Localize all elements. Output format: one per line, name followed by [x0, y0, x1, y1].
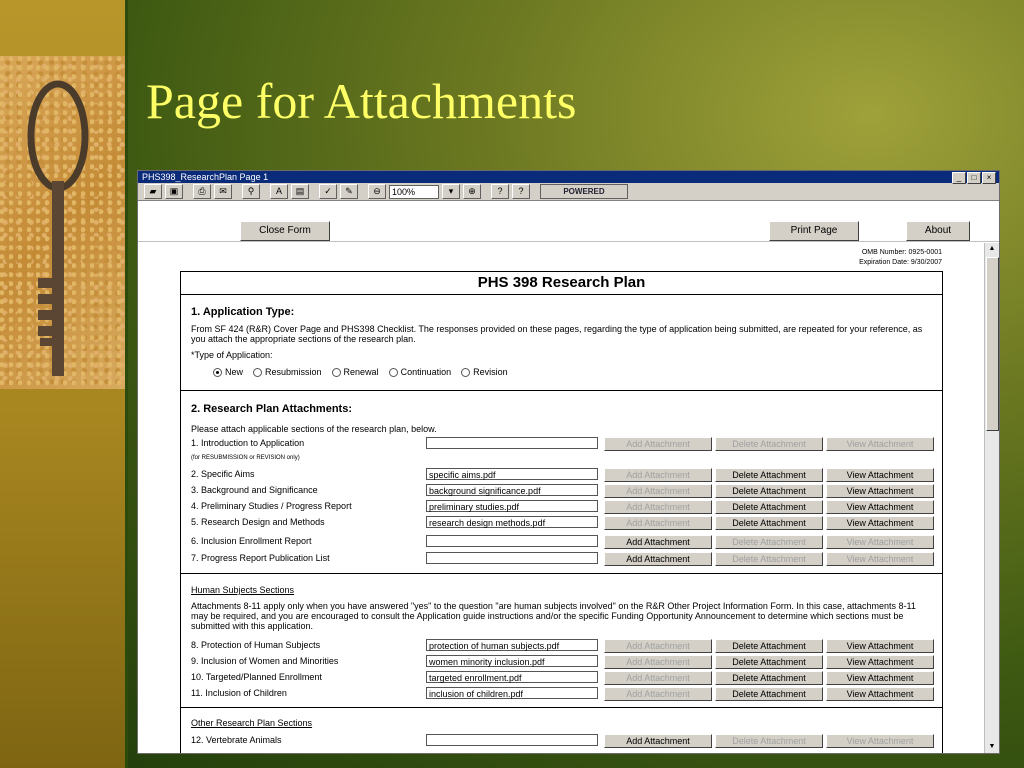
delete-attachment-button[interactable]: Delete Attachment: [715, 655, 823, 669]
attachment-row: [181, 639, 942, 653]
delete-attachment-button[interactable]: Delete Attachment: [715, 516, 823, 530]
attachment-file-field[interactable]: background significance.pdf: [426, 484, 598, 496]
select-icon[interactable]: ▤: [291, 184, 309, 199]
attachment-label: 5. Research Design and Methods: [191, 517, 325, 527]
whats-this-icon[interactable]: ?: [491, 184, 509, 199]
minimize-button[interactable]: _: [952, 172, 966, 184]
attachment-file-field[interactable]: preliminary studies.pdf: [426, 500, 598, 512]
attachment-label: 11. Inclusion of Children: [191, 688, 287, 698]
radio-empty-icon: [461, 368, 470, 377]
radio-selected-icon: [213, 368, 222, 377]
attachment-label: 9. Inclusion of Women and Minorities: [191, 656, 339, 666]
attachment-file-field[interactable]: specific aims.pdf: [426, 468, 598, 480]
expiration-date: Expiration Date: 9/30/2007: [859, 259, 942, 266]
delete-attachment-button[interactable]: Delete Attachment: [715, 437, 823, 451]
radio-empty-icon: [253, 368, 262, 377]
omb-number: OMB Number: 0925-0001: [861, 249, 942, 256]
attachment-row: [181, 516, 942, 530]
zoom-dropdown-icon[interactable]: ▾: [442, 184, 460, 199]
attachment-row: [181, 468, 942, 482]
attachment-label: 4. Preliminary Studies / Progress Report: [191, 501, 352, 511]
slide-left-bar: [0, 0, 128, 768]
attachment-file-field[interactable]: women minority inclusion.pdf: [426, 655, 598, 667]
view-attachment-button[interactable]: View Attachment: [826, 437, 934, 451]
viewer-toolbar: [138, 183, 999, 201]
window-titlebar: [138, 171, 999, 183]
attachments-intro: Please attach applicable sections of the research plan, below.: [191, 424, 437, 434]
key-photo: [0, 56, 128, 389]
human-subjects-description: Attachments 8-11 apply only when you have answered "yes" to the question "are human subjects involved" on the R&R Other Project Information Form. In this case, attachments 8-11 may be required, and you are encouraged to consult the Application guide instructions and/or the specific Funding Opportunity Announcement to determine which sections must be submitted with this application.: [191, 601, 916, 631]
view-attachment-button[interactable]: View Attachment: [826, 734, 934, 748]
view-attachment-button[interactable]: View Attachment: [826, 484, 934, 498]
radio-continuation[interactable]: Continuation: [389, 367, 452, 377]
add-attachment-button[interactable]: Add Attachment: [604, 437, 712, 451]
section-divider: [181, 707, 942, 708]
research-plan-form: [180, 271, 943, 754]
delete-attachment-button[interactable]: Delete Attachment: [715, 639, 823, 653]
view-attachment-button[interactable]: View Attachment: [826, 639, 934, 653]
sign-icon[interactable]: ✎: [340, 184, 358, 199]
attachment-file-field[interactable]: [426, 552, 598, 564]
help-icon[interactable]: ?: [512, 184, 530, 199]
document-area: [138, 243, 982, 753]
attachment-row: [181, 687, 942, 701]
add-attachment-button[interactable]: Add Attachment: [604, 500, 712, 514]
section-divider: [181, 573, 942, 574]
scrollbar-thumb[interactable]: [986, 257, 999, 431]
attachment-label: 12. Vertebrate Animals: [191, 735, 282, 745]
attachment-file-field[interactable]: protection of human subjects.pdf: [426, 639, 598, 651]
zoom-select[interactable]: 100%: [389, 185, 439, 199]
section-divider: [181, 390, 942, 391]
attachment-row: [181, 500, 942, 514]
human-subjects-heading: Human Subjects Sections: [191, 585, 295, 595]
add-attachment-button[interactable]: Add Attachment: [604, 687, 712, 701]
find-icon[interactable]: ⚲: [242, 184, 260, 199]
delete-attachment-button[interactable]: Delete Attachment: [715, 552, 823, 566]
add-attachment-button[interactable]: Add Attachment: [604, 655, 712, 669]
view-attachment-button[interactable]: View Attachment: [826, 552, 934, 566]
delete-attachment-button[interactable]: Delete Attachment: [715, 484, 823, 498]
attachment-file-field[interactable]: research design methods.pdf: [426, 516, 598, 528]
attachment-row: [181, 671, 942, 685]
view-attachment-button[interactable]: View Attachment: [826, 687, 934, 701]
attachment-label: 7. Progress Report Publication List: [191, 553, 330, 563]
section-attachments-heading: 2. Research Plan Attachments:: [191, 403, 352, 415]
resubmission-note: (for RESUBMISSION or REVISION only): [191, 455, 300, 461]
add-attachment-button[interactable]: Add Attachment: [604, 484, 712, 498]
radio-empty-icon: [389, 368, 398, 377]
add-attachment-button[interactable]: Add Attachment: [604, 535, 712, 549]
close-form-button[interactable]: Close Form: [240, 221, 330, 241]
form-button-bar: [138, 201, 999, 242]
email-icon[interactable]: ✉: [214, 184, 232, 199]
delete-attachment-button[interactable]: Delete Attachment: [715, 500, 823, 514]
attachment-label: 6. Inclusion Enrollment Report: [191, 536, 312, 546]
attachment-row: [181, 734, 942, 748]
attachment-file-field[interactable]: [426, 437, 598, 449]
attachment-file-field[interactable]: [426, 734, 598, 746]
text-tool-icon[interactable]: A: [270, 184, 288, 199]
attachment-row: [181, 484, 942, 498]
delete-attachment-button[interactable]: Delete Attachment: [715, 734, 823, 748]
window-title: PHS398_ResearchPlan Page 1: [142, 172, 269, 182]
attachment-row: [181, 552, 942, 566]
scroll-down-icon[interactable]: ▼: [988, 743, 996, 750]
view-attachment-button[interactable]: View Attachment: [826, 671, 934, 685]
powered-logo: POWERED: [540, 184, 628, 199]
scroll-up-icon[interactable]: ▲: [988, 245, 996, 252]
attachment-file-field[interactable]: inclusion of children.pdf: [426, 687, 598, 699]
application-type-description: From SF 424 (R&R) Cover Page and PHS398 Checklist. The responses provided on these pages, regarding the type of application being submitted, are repeated for your reference, as you attach the appropriate sections of the research plan.: [191, 324, 923, 344]
delete-attachment-button[interactable]: Delete Attachment: [715, 468, 823, 482]
form-viewer-window: [137, 170, 1000, 754]
key-icon: [0, 56, 128, 389]
spell-check-icon[interactable]: ✓: [319, 184, 337, 199]
attachment-row: [181, 655, 942, 669]
add-attachment-button[interactable]: Add Attachment: [604, 734, 712, 748]
attachment-label: 8. Protection of Human Subjects: [191, 640, 321, 650]
slide-title: Page for Attachments: [146, 73, 577, 129]
view-attachment-button[interactable]: View Attachment: [826, 468, 934, 482]
zoom-out-icon[interactable]: ⊖: [368, 184, 386, 199]
view-attachment-button[interactable]: View Attachment: [826, 655, 934, 669]
attachment-label: 3. Background and Significance: [191, 485, 318, 495]
open-icon[interactable]: ▰: [144, 184, 162, 199]
application-type-radio-group: [213, 367, 508, 377]
zoom-in-icon[interactable]: ⊕: [463, 184, 481, 199]
save-icon[interactable]: ▣: [165, 184, 183, 199]
attachment-row: [181, 437, 942, 451]
radio-empty-icon: [332, 368, 341, 377]
radio-revision[interactable]: Revision: [461, 367, 508, 377]
other-sections-heading: Other Research Plan Sections: [191, 718, 313, 728]
attachment-row: [181, 535, 942, 549]
view-attachment-button[interactable]: View Attachment: [826, 500, 934, 514]
add-attachment-button[interactable]: Add Attachment: [604, 671, 712, 685]
vertical-scrollbar[interactable]: [984, 243, 999, 753]
radio-resubmission[interactable]: Resubmission: [253, 367, 322, 377]
add-attachment-button[interactable]: Add Attachment: [604, 516, 712, 530]
type-of-application-label: *Type of Application:: [191, 350, 273, 360]
add-attachment-button[interactable]: Add Attachment: [604, 639, 712, 653]
radio-new[interactable]: New: [213, 367, 243, 377]
maximize-button[interactable]: □: [967, 172, 981, 184]
print-page-button[interactable]: Print Page: [769, 221, 859, 241]
add-attachment-button[interactable]: Add Attachment: [604, 468, 712, 482]
print-icon[interactable]: ⎙: [193, 184, 211, 199]
form-title: PHS 398 Research Plan: [181, 272, 942, 295]
delete-attachment-button[interactable]: Delete Attachment: [715, 687, 823, 701]
attachment-label: 10. Targeted/Planned Enrollment: [191, 672, 322, 682]
add-attachment-button[interactable]: Add Attachment: [604, 552, 712, 566]
view-attachment-button[interactable]: View Attachment: [826, 535, 934, 549]
radio-renewal[interactable]: Renewal: [332, 367, 379, 377]
section-application-type-heading: 1. Application Type:: [191, 306, 295, 318]
attachment-file-field[interactable]: [426, 535, 598, 547]
delete-attachment-button[interactable]: Delete Attachment: [715, 671, 823, 685]
close-window-button[interactable]: ×: [982, 172, 996, 184]
attachment-label: 1. Introduction to Application: [191, 438, 305, 448]
view-attachment-button[interactable]: View Attachment: [826, 516, 934, 530]
delete-attachment-button[interactable]: Delete Attachment: [715, 535, 823, 549]
attachment-label: 2. Specific Aims: [191, 469, 255, 479]
attachment-file-field[interactable]: targeted enrollment.pdf: [426, 671, 598, 683]
about-button[interactable]: About: [906, 221, 970, 241]
